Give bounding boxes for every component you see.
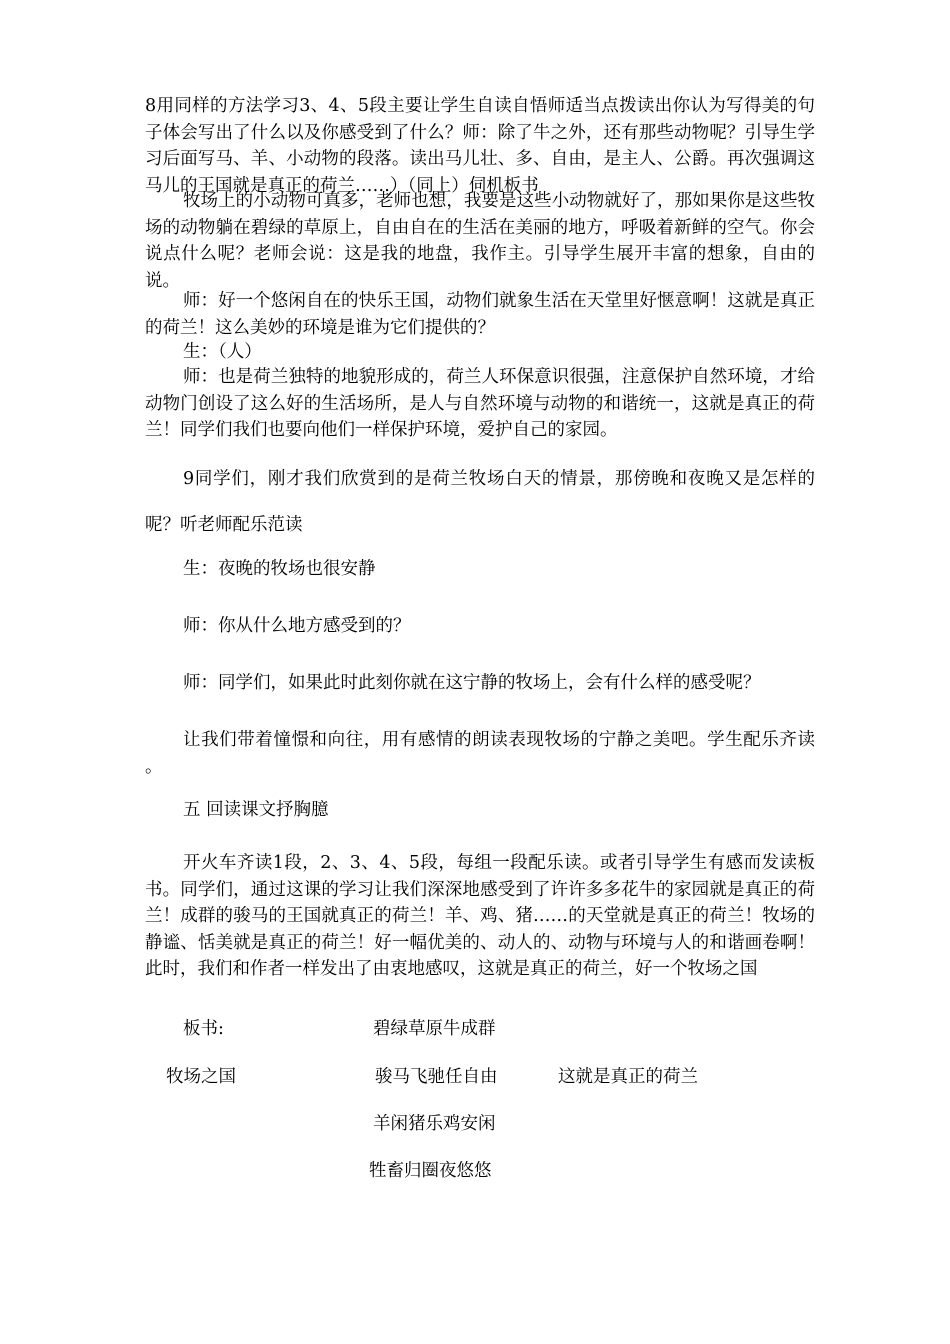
paragraph-teacher-2: 师：也是荷兰独特的地貌形成的，荷兰人环保意识很强，注意保护自然环境，才给动物门创设了这么好的生活场所，是人与自然环境与动物的和谐统一，这就是真正的荷兰！同学们我们也要向他们一样保护环境，爱护自己的家园。 <box>145 367 815 440</box>
paragraph-student-2: 生：夜晚的牧场也很安静 <box>183 559 376 579</box>
paragraph-teacher-4: 师：同学们，如果此时此刻你就在这宁静的牧场上，会有什么样的感受呢？ <box>183 673 761 693</box>
board-line-2: 骏马飞驰任自由 <box>375 1067 498 1087</box>
paragraph-summary: 开火车齐读1段，2、3、4、5段，每组一段配乐读。或者引导学生有感而发读板书。同学们，通过这课的学习让我们深深地感受到了许许多多花牛的家园就是真正的荷兰！成群的骏马的王国就真正的荷兰！羊、鸡、猪……的天堂就是真正的荷兰！牧场的静谧、恬美就是真正的荷兰！好一幅优美的、动人的、动物与环境与人的和谐画卷啊！此时，我们和作者一样发出了由衷地感叹，这就是真正的荷兰，好一个牧场之国 <box>145 853 815 979</box>
paragraph-teacher-1: 师：好一个悠闲自在的快乐王国，动物们就象生活在天堂里好惬意啊！这就是真正的荷兰！这么美妙的环境是谁为它们提供的？ <box>145 291 815 338</box>
board-conclusion: 这就是真正的荷兰 <box>558 1067 698 1087</box>
board-line-3: 羊闲猪乐鸡安闲 <box>373 1114 496 1134</box>
board-line-1: 碧绿草原牛成群 <box>373 1019 496 1039</box>
paragraph-teacher-3: 师：你从什么地方感受到的？ <box>183 616 411 636</box>
paragraph-8: 8用同样的方法学习3、4、5段主要让学生自读自悟师适当点拨读出你认为写得美的句子体会写出了什么以及你感受到了什么？师：除了牛之外，还有那些动物呢？引导生学习后面写马、羊、小动物的段落。读出马儿壮、多、自由，是主人、公爵。再次强调这马儿的王国就是真正的荷兰……）（同上）伺机板书 <box>145 96 815 196</box>
paragraph-9: 9同学们，刚才我们欣赏到的是荷兰牧场白天的情景，那傍晚和夜晚又是怎样的呢？听老师配乐范读 <box>145 469 815 535</box>
paragraph-student-1: 生：（人） <box>183 342 262 362</box>
paragraph-animals: 牧场上的小动物可真多，老师也想，我要是这些小动物就好了，那如果你是这些牧场的动物躺在碧绿的草原上，自由自在的生活在美丽的地方，呼吸着新鲜的空气。你会说点什么呢？老师会说：这是我的地盘，我作主。引导学生展开丰富的想象，自由的说。 <box>145 191 815 291</box>
section-heading-5: 五 回读课文抒胸臆 <box>183 800 329 820</box>
board-line-4: 牲畜归圈夜悠悠 <box>369 1161 492 1181</box>
board-label: 板书: <box>183 1019 224 1039</box>
board-center-title: 牧场之国 <box>166 1067 236 1087</box>
paragraph-read-together: 让我们带着憧憬和向往，用有感情的朗读表现牧场的宁静之美吧。学生配乐齐读 。 <box>145 730 815 777</box>
